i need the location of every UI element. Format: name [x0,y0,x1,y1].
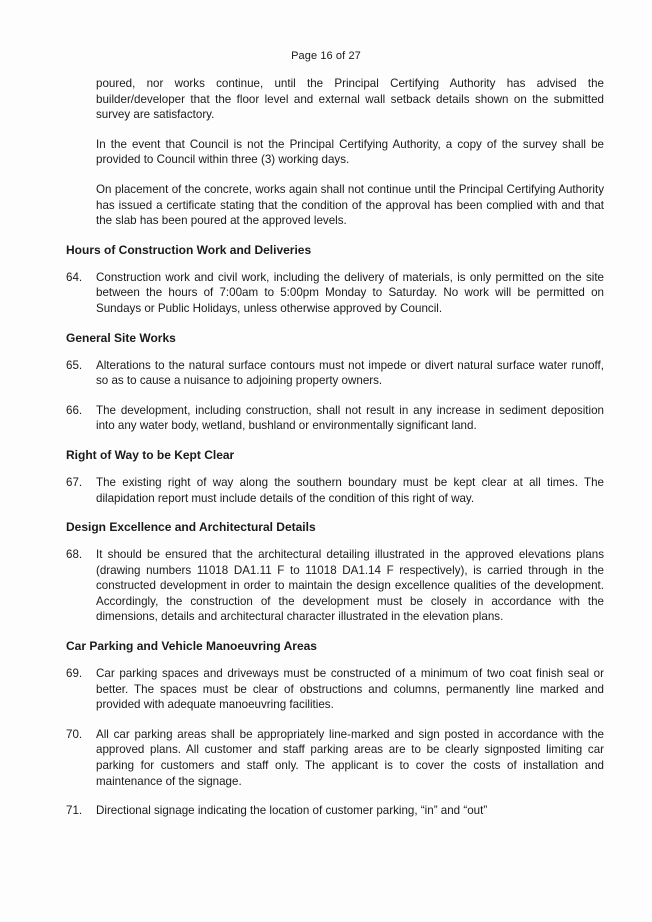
condition-text: Directional signage indicating the location of customer parking, “in” and “out” [96,804,488,818]
condition-text: It should be ensured that the architectural detailing illustrated in the approved elevations plans (drawing numbers 11018 DA1.11 F to 11018 DA1.14 F respectively), is carried through in the constructed development in order to maintain the design excellence qualities of the development. Accordingly, the construction of the development must be closely in accordance with the dimensions, details and architectural character illustrated in the elevation plans. [96,548,604,624]
condition-text: Construction work and civil work, including the delivery of materials, is only permitted on the site between the hours of 7:00am to 5:00pm Monday to Saturday. No work will be permitted on Sundays or Public Holidays, unless otherwise approved by Council. [96,270,604,315]
section-heading-right-of-way: Right of Way to be Kept Clear [66,447,235,462]
continuation-paragraph: In the event that Council is not the Principal Certifying Authority, a copy of the survey shall be provided to Council within three (3) working days. [96,137,604,167]
condition-number: 64. [66,270,83,284]
condition-text: The development, including construction, shall not result in any increase in sediment deposition into any water body, wetland, bushland or environmentally significant land. [96,403,604,433]
condition-number: 67. [66,475,83,489]
section-heading-design-excellence: Design Excellence and Architectural Details [66,520,316,535]
condition-text: Alterations to the natural surface contours must not impede or divert natural surface water runoff, so as to cause a nuisance to adjoining property owners. [96,358,604,388]
section-heading-general-site-works: General Site Works [66,330,176,345]
condition-item-68 [66,547,604,625]
condition-item-64 [66,270,604,317]
condition-number: 68. [66,548,83,562]
condition-item-65 [66,358,604,389]
condition-text: All car parking areas shall be appropriately line-marked and sign posted in accordance with the approved plans. All customer and staff parking areas are to be clearly signposted limiting car parking for customers and staff only. The applicant is to cover the costs of installation and maintenance of the signage. [96,727,604,788]
condition-item-67 [66,475,604,506]
condition-number: 70. [66,727,83,741]
continuation-paragraph: poured, nor works continue, until the Principal Certifying Authority has advised the builder/developer that the floor level and external wall setback details shown on the submitted survey are satisfactory. [96,77,604,122]
condition-item-70 [66,727,604,789]
page-number: Page 16 of 27 [291,50,361,62]
condition-item-71 [66,803,604,819]
page-content [66,76,604,825]
condition-text: Car parking spaces and driveways must be constructed of a minimum of two coat finish seal or better. The spaces must be clear of obstructions and columns, permanently line marked and provided with adequate manoeuvring facilities. [96,667,604,712]
condition-text: The existing right of way along the southern boundary must be kept clear at all times. The dilapidation report must include details of the condition of this right of way. [96,475,604,505]
continuation-paragraph: On placement of the concrete, works again shall not continue until the Principal Certifying Authority has issued a certificate stating that the condition of the approval has been complied with and that the slab has been poured at the approved levels. [96,182,604,228]
condition-item-66 [66,403,604,434]
condition-number: 65. [66,358,83,372]
condition-number: 71. [66,804,83,818]
condition-item-69 [66,666,604,713]
section-heading-hours-of-construction: Hours of Construction Work and Deliveries [66,242,312,257]
condition-number: 66. [66,403,83,417]
section-heading-car-parking: Car Parking and Vehicle Manoeuvring Areas [66,639,317,654]
condition-number: 69. [66,667,83,681]
